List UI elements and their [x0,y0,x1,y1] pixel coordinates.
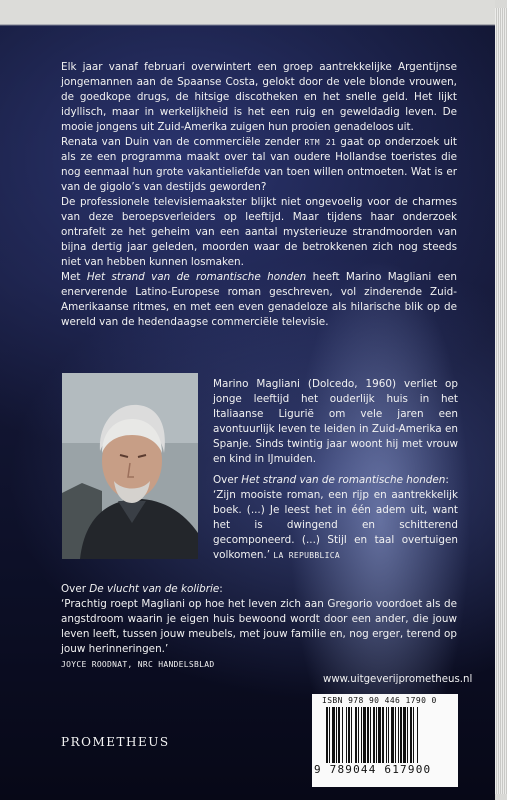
blurb-paragraph-2 [61,135,457,195]
book-page-edges [493,8,507,794]
quote2-text: ‘Prachtig roept Magliani op hoe het leven zich aan Gregorio voordoet als de angstdroom waarin je eigen huis bewoond wordt door een ander, die jouw leven leeft, tussen jouw meubels, met jouw familie en, nog erger, terend op jouw herinneringen.’ [61,598,457,655]
author-bio: Marino Magliani (Dolcedo, 1960) verliet op jonge leeftijd het ouderlijk huis in het Italiaanse Liguriё om vele jaren een avontuurlijk leven te leiden in Zuid-Amerika en Spanje. Sinds twintig jaar woont hij met vrouw en kind in IJmuiden. [213,378,458,465]
blurb-paragraph-3: De professionele televisiemaakster blijkt niet ongevoelig voor de charmes van deze beroepsverleiders op leeftijd. Maar tijdens haar onderzoek ontrafelt ze het geheim van een aantal mysterieuze strandmoorden van bijna dertig jaar geleden, moorden waar de betrokkenen zich nog steeds niet van hebben kunnen losmaken. [61,196,457,268]
blurb [61,60,457,330]
barcode-icon [326,707,450,763]
blurb-p4-start: Met [61,271,87,283]
ean-number: 9 789044 617900 [314,763,432,776]
quote1-heading [213,473,458,488]
isbn-number: ISBN 978 90 446 1790 0 [322,696,437,705]
quote1-text: ‘Zijn mooiste roman, een rijp en aantrekkelijk boek. (...) Je leest het in één adem uit, want het is dwingend en schitterend gecomponeerd. (...) Stijl en taal overtuigen volkomen.’ [213,489,458,561]
quote1-intro: Over [213,474,242,486]
quote2-intro: Over [61,583,90,595]
quote2-source: JOYCE ROODNAT, NRC HANDELSBLAD [61,660,215,669]
blurb-p2-end: gaat op onderzoek uit als ze een programma maakt over tal van oudere Hollandse toeristes die nog eenmaal hun grote vakantieliefde van toen willen ontmoeten. Wat is er van de gigolo’s van destijds geworden? [61,136,457,193]
author-photo [62,373,198,559]
blurb-p4-end: heeft Marino Magliani een enerverende Latino-Europese roman geschreven, vol zinderende Zuid-Amerikaanse ritmes, en met een even genadeloze als hilarische blik op de wereld van de hedendaagse commerciële televisie. [61,271,457,328]
blurb-p2-start: Renata van Duin van de commerciële zender [61,136,305,148]
tv-station-name: RTM 21 [304,138,337,147]
review-quote-1 [213,473,458,563]
barcode-label [312,694,458,787]
quote1-book-title: Het strand van de romantische honden [241,474,446,486]
review-quote-2 [61,582,457,672]
quote2-book-title: De vlucht van de kolibrie [89,583,220,595]
quote1-colon: : [445,474,449,486]
quote2-colon: : [219,583,223,595]
quote2-heading [61,582,457,597]
publisher-url: www.uitgeverijprometheus.nl [323,674,473,685]
blurb-paragraph-1: Elk jaar vanaf februari overwintert een groep aantrekkelijke Argentijnse jongemannen aan de Spaanse Costa, gelokt door de vele blonde vrouwen, de goedkope drugs, de hitsige discotheken en het snelle geld. Het lijkt idyllisch, maar in werkelijkheid is het een ruig en geweldadig leven. De mooie jongens uit Zuid-Amerika zuigen hun prooien genadeloos uit. [61,61,457,133]
quote1-source: LA REPUBBLICA [273,551,340,560]
publisher-logo: PROMETHEUS [61,735,170,749]
blurb-paragraph-4 [61,270,457,330]
book-title: Het strand van de romantische honden [86,271,307,283]
cover-top-edge [0,0,495,26]
